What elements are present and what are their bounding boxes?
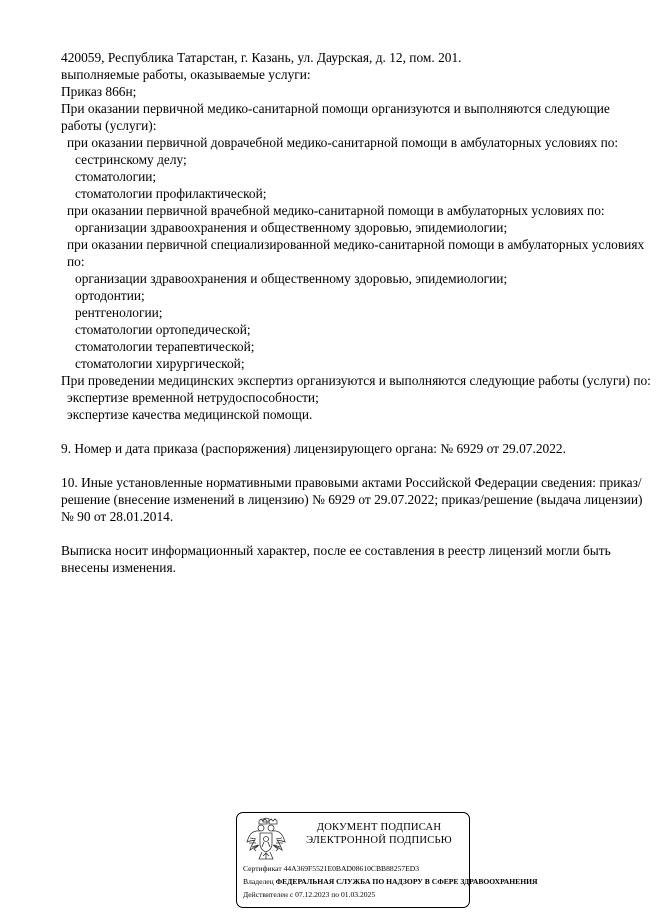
list-item: сестринскому делу; bbox=[75, 152, 187, 167]
medical-care-heading: при оказании первичной врачебной медико-санитарной помощи в амбулаторных условиях по: bbox=[67, 203, 605, 218]
owner-line bbox=[243, 877, 538, 887]
list-item: стоматологии хирургической; bbox=[75, 356, 245, 371]
primary-care-heading: При оказании первичной медико-санитарной помощи организуются и выполняются следующие работы (услуги): bbox=[61, 101, 610, 133]
list-item: экспертизе временной нетрудоспособности; bbox=[67, 390, 319, 405]
electronic-signature-stamp bbox=[236, 812, 538, 908]
list-item: организации здравоохранения и общественному здоровью, эпидемиологии; bbox=[75, 220, 508, 235]
list-item: стоматологии ортопедической; bbox=[75, 322, 251, 337]
works-heading: выполняемые работы, оказываемые услуги: bbox=[61, 67, 311, 82]
certificate-line bbox=[243, 864, 419, 874]
expertise-heading: При проведении медицинских экспертиз организуются и выполняются следующие работы (услуги) по: bbox=[61, 373, 651, 388]
validity-line: Действителен с 07.12.2023 по 01.03.2025 bbox=[243, 890, 376, 899]
list-item: стоматологии; bbox=[75, 169, 157, 184]
list-item: стоматологии терапевтической; bbox=[75, 339, 255, 354]
list-item: ортодонтии; bbox=[75, 288, 145, 303]
list-item: стоматологии профилактической; bbox=[75, 186, 267, 201]
stamp-title: ДОКУМЕНТ ПОДПИСАН ЭЛЕКТРОННОЙ ПОДПИСЬЮ bbox=[306, 822, 452, 846]
disclaimer: Выписка носит информационный характер, после ее составления в реестр лицензий могли быть внесены изменения. bbox=[61, 543, 611, 575]
list-item: экспертизе качества медицинской помощи. bbox=[67, 407, 313, 422]
certificate-label: Сертификат bbox=[243, 864, 282, 873]
owner-value: ФЕДЕРАЛЬНАЯ СЛУЖБА ПО НАДЗОРУ В СФЕРЕ ЗДРАВООХРАНЕНИЯ bbox=[275, 877, 538, 886]
list-item: рентгенологии; bbox=[75, 305, 163, 320]
specialized-care-heading: при оказании первичной специализированной медико-санитарной помощи в амбулаторных условиях по: bbox=[67, 237, 645, 269]
list-item: организации здравоохранения и общественному здоровью, эпидемиологии; bbox=[75, 271, 508, 286]
section-10: 10. Иные установленные нормативными правовыми актами Российской Федерации сведения: приказ/решение (внесение изменений в лицензию) № 6929 от 29.07.2022; приказ/решение (выдача лицензии) № 90 от 28.01.2014. bbox=[61, 475, 643, 524]
russian-coat-of-arms-icon bbox=[246, 818, 286, 862]
certificate-value: 44A369F5521E0BAD08610CBB88257ED3 bbox=[283, 864, 420, 873]
address-line: 420059, Республика Татарстан, г. Казань, ул. Даурская, д. 12, пом. 201. bbox=[61, 50, 462, 65]
order-reference: Приказ 866н; bbox=[61, 84, 137, 99]
document-body bbox=[61, 49, 651, 576]
owner-label: Владелец bbox=[243, 877, 274, 886]
pre-medical-care-heading: при оказании первичной доврачебной медико-санитарной помощи в амбулаторных условиях по: bbox=[67, 135, 619, 150]
section-9: 9. Номер и дата приказа (распоряжения) лицензирующего органа: № 6929 от 29.07.2022. bbox=[61, 441, 566, 456]
